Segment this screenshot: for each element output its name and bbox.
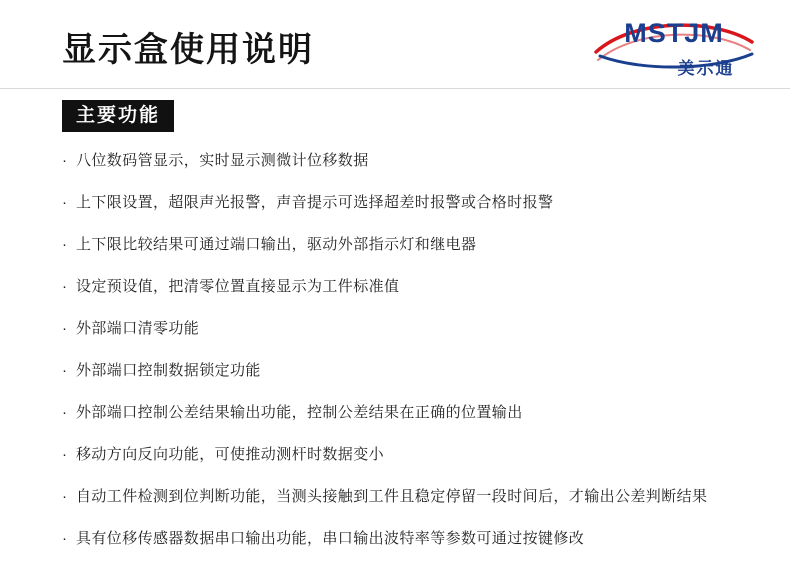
svg-text:MSTJM: MSTJM <box>624 18 724 48</box>
list-item <box>62 276 762 299</box>
list-item-label: 移动方向反向功能，可使推动测杆时数据变小 <box>76 446 385 463</box>
bullet-icon: · <box>62 362 68 379</box>
list-item <box>62 444 762 467</box>
list-item-label: 上下限设置，超限声光报警，声音提示可选择超差时报警或合格时报警 <box>76 194 554 211</box>
list-item-label: 自动工件检测到位判断功能，当测头接触到工件且稳定停留一段时间后，才输出公差判断结果 <box>76 488 708 505</box>
feature-list <box>62 150 762 570</box>
list-item-label: 外部端口清零功能 <box>76 320 200 337</box>
list-item-label: 八位数码管显示，实时显示测微计位移数据 <box>76 152 369 169</box>
section-label-text: 主要功能 <box>62 100 174 132</box>
bullet-icon: · <box>62 404 68 421</box>
list-item <box>62 234 762 257</box>
section-heading <box>62 100 174 132</box>
page-title: 显示盒使用说明 <box>62 31 314 69</box>
list-item <box>62 318 762 341</box>
bullet-icon: · <box>62 194 68 211</box>
list-item <box>62 486 762 509</box>
list-item <box>62 528 762 551</box>
bullet-icon: · <box>62 236 68 253</box>
svg-text:美示通: 美示通 <box>677 59 735 78</box>
bullet-icon: · <box>62 320 68 337</box>
bullet-icon: · <box>62 152 68 169</box>
list-item <box>62 402 762 425</box>
list-item <box>62 192 762 215</box>
list-item-label: 设定预设值，把清零位置直接显示为工件标准值 <box>76 278 400 295</box>
bullet-icon: · <box>62 278 68 295</box>
bullet-icon: · <box>62 530 68 547</box>
list-item-label: 外部端口控制数据锁定功能 <box>76 362 261 379</box>
bullet-icon: · <box>62 446 68 463</box>
bullet-icon: · <box>62 488 68 505</box>
company-logo <box>594 12 754 78</box>
list-item-label: 外部端口控制公差结果输出功能，控制公差结果在正确的位置输出 <box>76 404 523 421</box>
list-item <box>62 360 762 383</box>
list-item-label: 上下限比较结果可通过端口输出，驱动外部指示灯和继电器 <box>76 236 477 253</box>
list-item-label: 具有位移传感器数据串口输出功能，串口输出波特率等参数可通过按键修改 <box>76 530 585 547</box>
document-header <box>0 0 790 88</box>
header-divider <box>0 88 790 89</box>
list-item <box>62 150 762 173</box>
